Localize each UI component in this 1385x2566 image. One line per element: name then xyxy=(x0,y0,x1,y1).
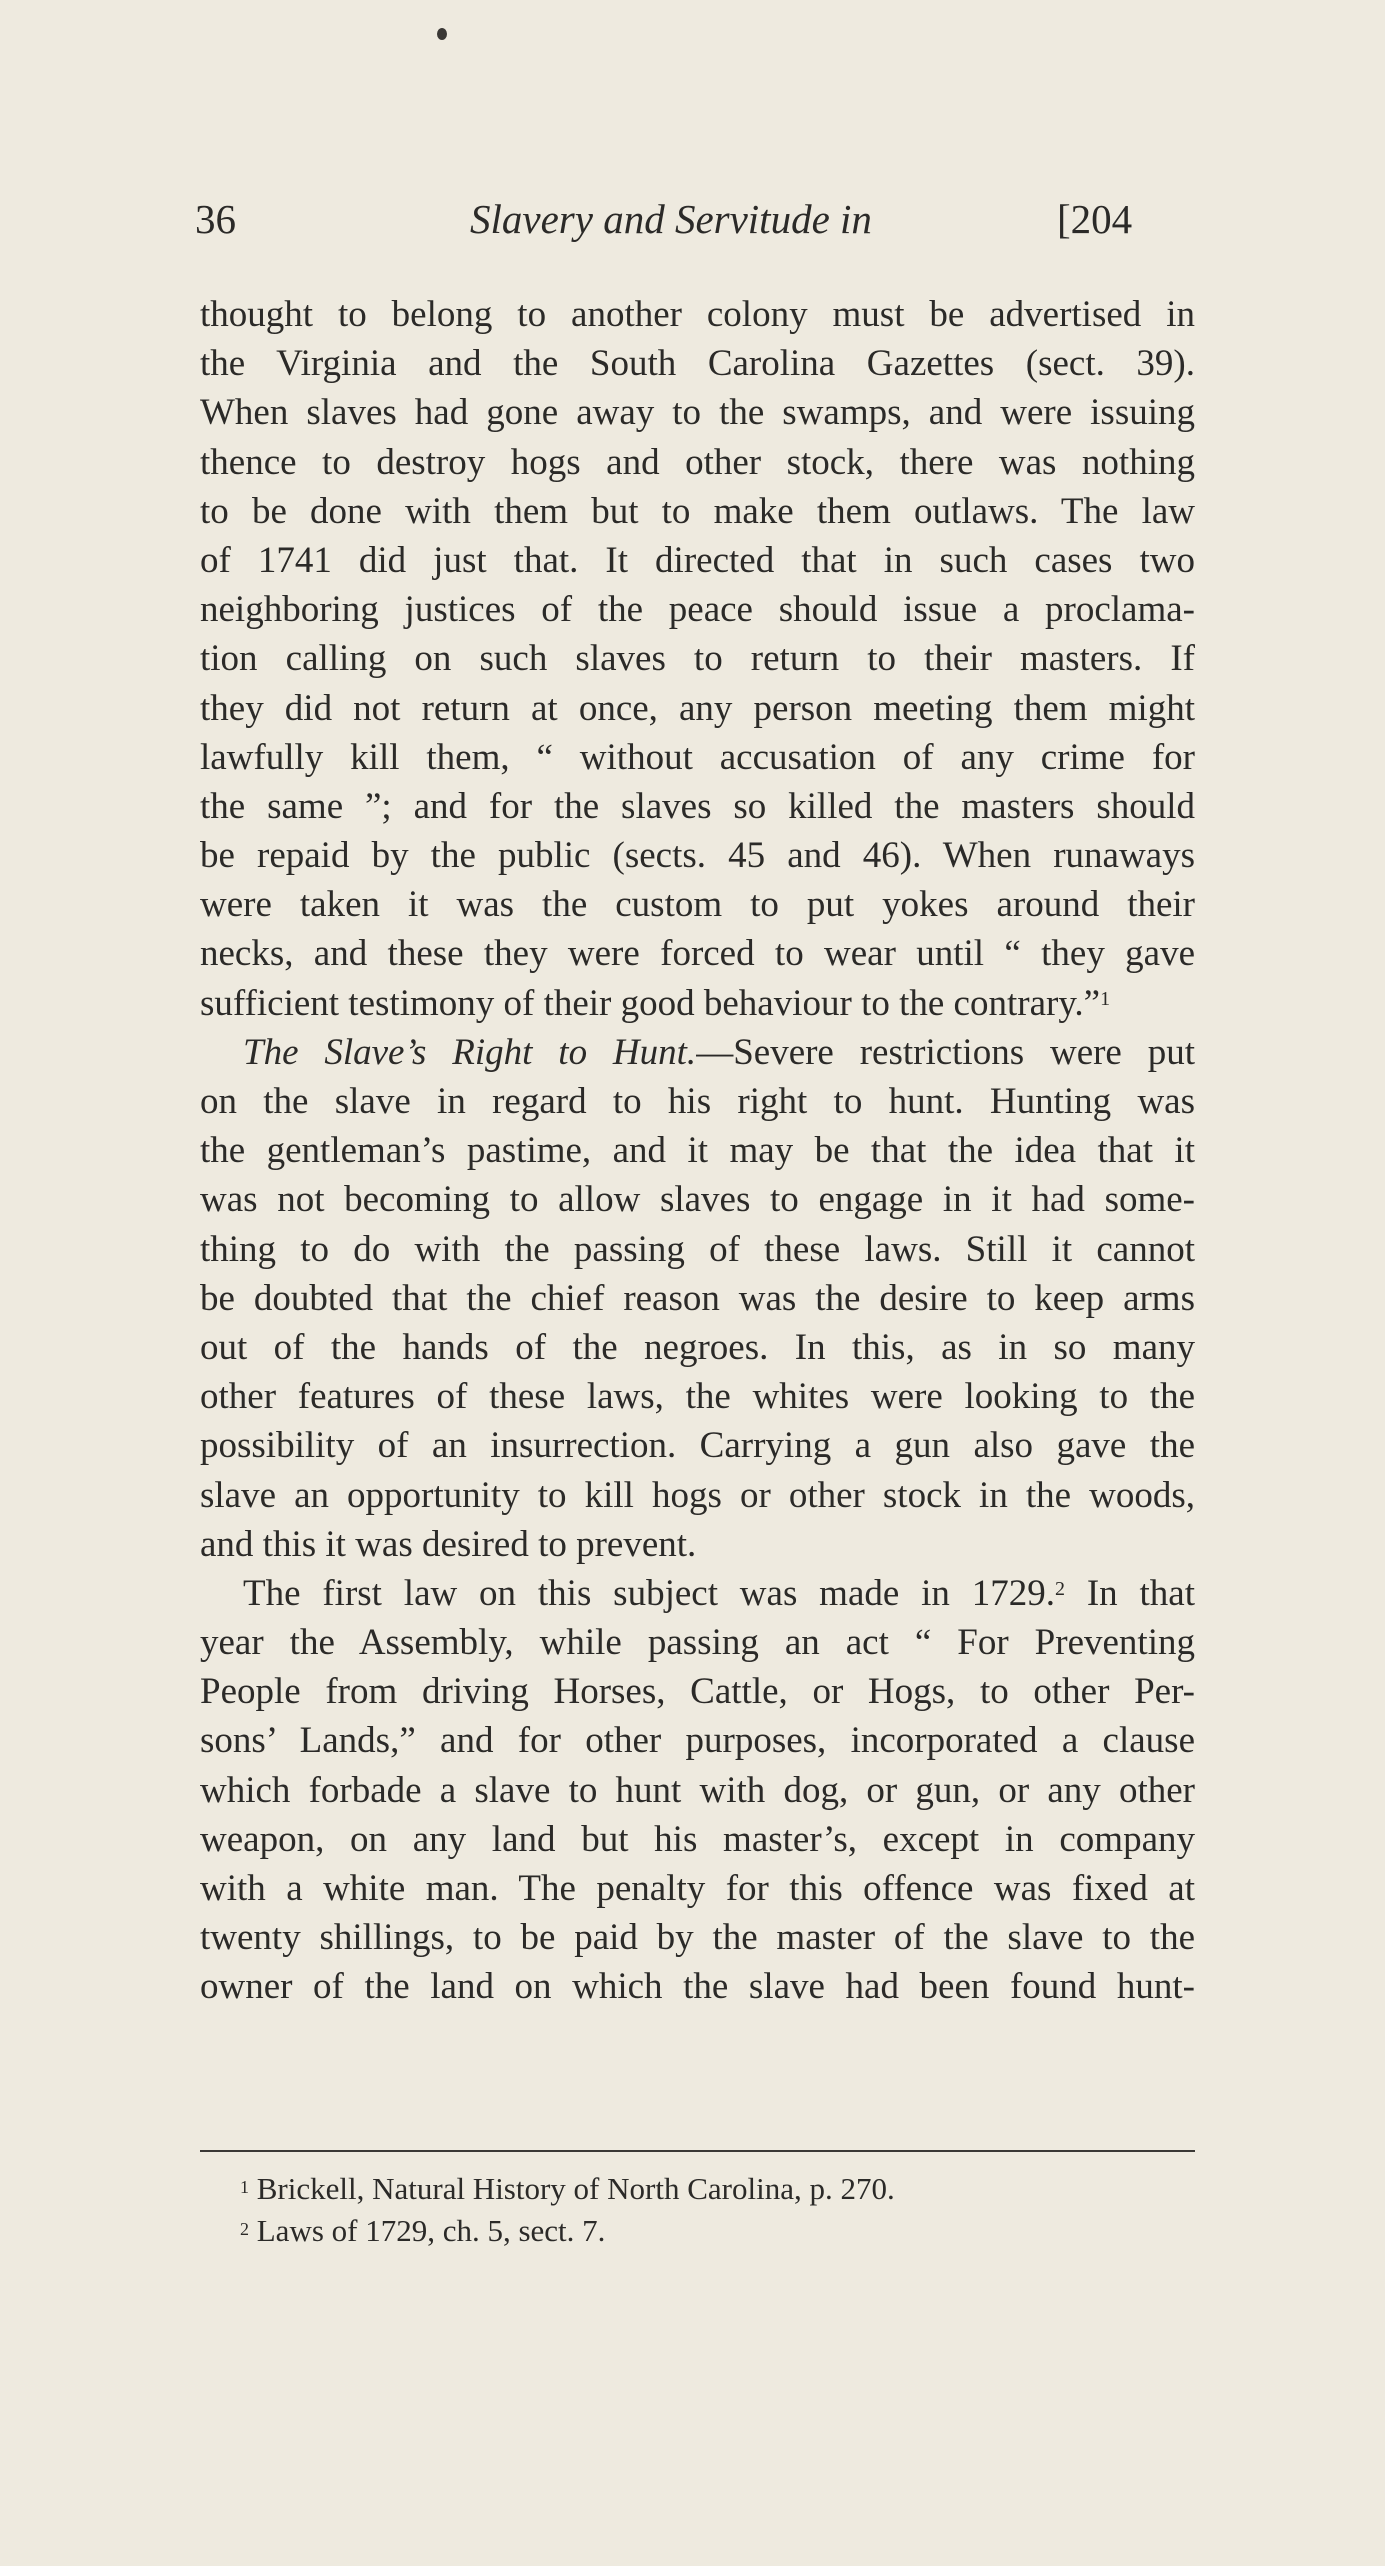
text-line: of 1741 did just that. It directed that in such cases two xyxy=(200,539,1195,581)
footnote-divider xyxy=(200,2150,1195,2152)
footnote-1 xyxy=(240,2168,895,2210)
page-number: 36 xyxy=(195,196,236,242)
running-title: Slavery and Servitude in xyxy=(470,196,872,242)
text-line: weapon, on any land but his master’s, except in company xyxy=(200,1818,1195,1860)
text-line-content: In that xyxy=(1065,1572,1195,1614)
text-line: the Virginia and the South Carolina Gazettes (sect. 39). xyxy=(200,343,1195,385)
text-line: twenty shillings, to be paid by the master of the slave to the xyxy=(200,1917,1195,1959)
section-heading-continuation: —Severe restrictions were put xyxy=(696,1031,1195,1073)
text-line: When slaves had gone away to the swamps, and were issuing xyxy=(200,392,1195,434)
text-line: year the Assembly, while passing an act “ For Preventing xyxy=(200,1622,1195,1664)
text-line: lawfully kill them, “ without accusation of any crime for xyxy=(200,736,1195,778)
text-line: slave an opportunity to kill hogs or other stock in the woods, xyxy=(200,1474,1195,1516)
text-line: to be done with them but to make them outlaws. The law xyxy=(200,490,1195,532)
text-line: they did not return at once, any person meeting them might xyxy=(200,687,1195,729)
running-header xyxy=(195,195,1195,255)
footnote-mark: 1 xyxy=(240,2177,249,2197)
text-line: be repaid by the public (sects. 45 and 46). When runaways xyxy=(200,835,1195,877)
footnote-ref-1[interactable]: 1 xyxy=(1100,987,1111,1010)
text-line: the same ”; and for the slaves so killed the masters should xyxy=(200,785,1195,827)
footnote-text: Laws of 1729, ch. 5, sect. 7. xyxy=(249,2213,606,2248)
text-line: thought to belong to another colony must be advertised in xyxy=(200,294,1195,335)
footnote-ref-2[interactable]: 2 xyxy=(1055,1577,1066,1600)
body-text xyxy=(200,290,1195,2012)
section-heading-line xyxy=(200,1028,1195,1077)
section-reference: [204 xyxy=(1057,196,1133,242)
footnote-mark: 2 xyxy=(240,2219,249,2239)
text-line: were taken it was the custom to put yokes around their xyxy=(200,884,1195,926)
text-line: be doubted that the chief reason was the desire to keep arms xyxy=(200,1277,1195,1319)
text-line: with a white man. The penalty for this offence was fixed at xyxy=(200,1868,1195,1909)
text-line: out of the hands of the negroes. In this, as in so many xyxy=(200,1326,1195,1368)
text-line: thence to destroy hogs and other stock, there was nothing xyxy=(200,441,1195,483)
section-heading: The Slave’s Right to Hunt. xyxy=(243,1031,697,1073)
footnote-2 xyxy=(240,2210,895,2252)
footnotes xyxy=(240,2168,895,2252)
text-line xyxy=(200,979,1195,1028)
text-line: People from driving Horses, Cattle, or Hogs, to other Per- xyxy=(200,1671,1195,1713)
text-line: owner of the land on which the slave had been found hunt- xyxy=(200,1966,1195,2008)
text-line: was not becoming to allow slaves to engage in it had some- xyxy=(200,1179,1195,1221)
text-line-content: sufficient testimony of their good behaviour to the contrary.” xyxy=(200,982,1101,1024)
text-line xyxy=(200,1569,1195,1618)
bullet-mark-icon xyxy=(437,28,447,40)
text-line: thing to do with the passing of these laws. Still it cannot xyxy=(200,1228,1195,1270)
text-line: sons’ Lands,” and for other purposes, incorporated a clause xyxy=(200,1720,1195,1762)
text-line: on the slave in regard to his right to hunt. Hunting was xyxy=(200,1081,1195,1122)
text-line: neighboring justices of the peace should issue a proclama- xyxy=(200,589,1195,631)
text-line: which forbade a slave to hunt with dog, or gun, or any other xyxy=(200,1769,1195,1811)
footnote-text: Brickell, Natural History of North Carolina, p. 270. xyxy=(249,2171,895,2206)
text-line: necks, and these they were forced to wear until “ they gave xyxy=(200,933,1195,975)
text-line-content: The first law on this subject was made in 1729. xyxy=(243,1572,1056,1614)
text-line: possibility of an insurrection. Carrying a gun also gave the xyxy=(200,1425,1195,1467)
text-line: tion calling on such slaves to return to their masters. If xyxy=(200,638,1195,680)
text-line: other features of these laws, the whites were looking to the xyxy=(200,1376,1195,1418)
text-line: and this it was desired to prevent. xyxy=(200,1523,697,1565)
text-line: the gentleman’s pastime, and it may be that the idea that it xyxy=(200,1130,1195,1172)
